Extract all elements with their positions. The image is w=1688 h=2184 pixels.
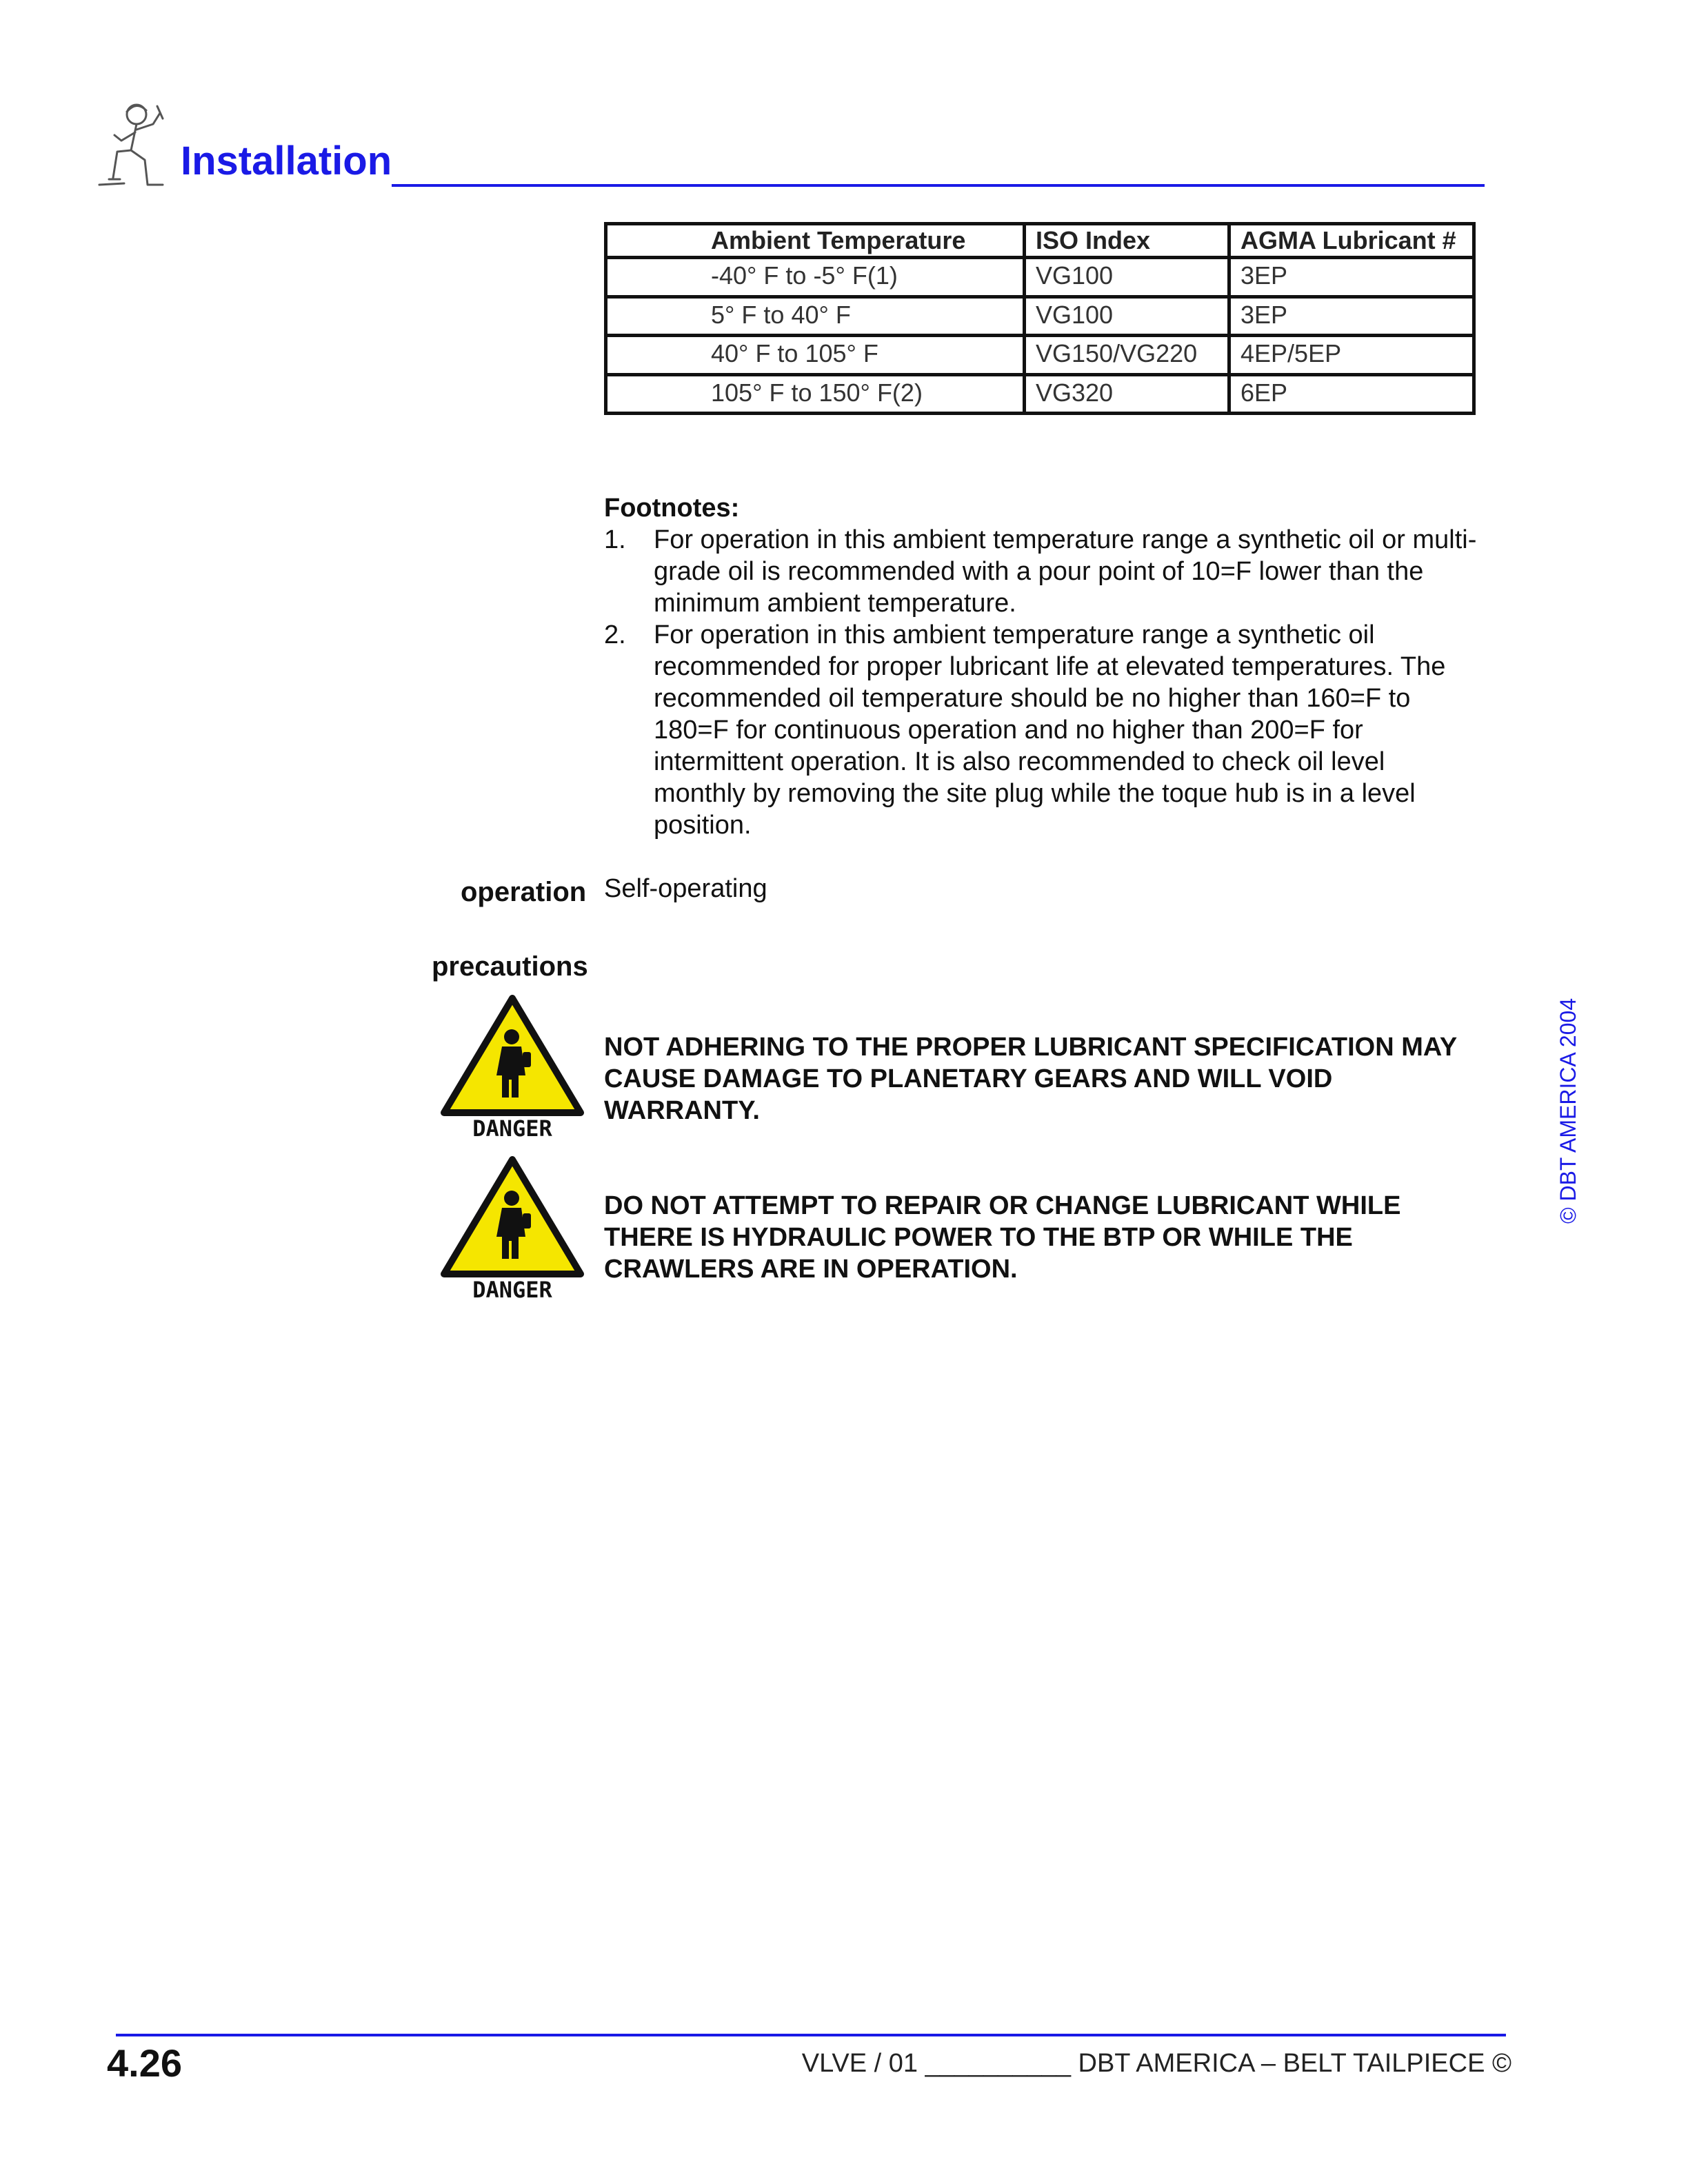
table-cell: VG150/VG220	[1026, 337, 1227, 373]
footnote-number: 2.	[604, 620, 626, 649]
footnotes-title: Footnotes:	[604, 494, 740, 523]
table-cell: VG100	[1026, 259, 1227, 295]
header-rule	[392, 184, 1485, 187]
footnote-text: For operation in this ambient temperature range a synthetic oil recommended for proper lubricant life at elevated temperatures. The recommended oil temperature should be no higher than 160=F to 180=F for continuous operation and no higher than 200=F for intermittent operation. It is also recommended to check oil level monthly by removing the site plug while the toque hub is in a level position.	[654, 620, 1446, 840]
lubricant-table	[604, 222, 1476, 415]
danger-warning-text: DO NOT ATTEMPT TO REPAIR OR CHANGE LUBRICANT WHILE THERE IS HYDRAULIC POWER TO THE BTP OR WHILE THE CRAWLERS ARE IN OPERATION.	[604, 1191, 1401, 1284]
table-header-cell: ISO Index	[1026, 225, 1227, 256]
footnote-item	[604, 524, 1480, 619]
section-title: Installation	[181, 139, 392, 183]
table-header-cell: Ambient Temperature	[607, 225, 1023, 256]
operation-label: operation	[461, 877, 587, 907]
table-cell: -40° F to -5° F(1)	[607, 259, 1023, 295]
danger-caption: DANGER	[472, 1115, 552, 1142]
danger-warning-icon	[440, 1155, 585, 1307]
table-header-cell: AGMA Lubricant #	[1231, 225, 1472, 256]
table-cell: 3EP	[1231, 299, 1472, 334]
table-cell: 4EP/5EP	[1231, 337, 1472, 373]
operation-value: Self-operating	[604, 874, 767, 903]
footnote-number: 1.	[604, 525, 626, 554]
table-cell: VG100	[1026, 299, 1227, 334]
table-cell: 6EP	[1231, 376, 1472, 412]
side-copyright: © DBT AMERICA 2004	[1556, 998, 1580, 1224]
page-number: 4.26	[107, 2041, 182, 2085]
footnote-text: For operation in this ambient temperature range a synthetic oil or multi-grade oil is recommended with a pour point of 10=F lower than the minimum ambient temperature.	[654, 525, 1477, 618]
footnote-list	[604, 524, 1480, 841]
table-cell: 105° F to 150° F(2)	[607, 376, 1023, 412]
footnote-item	[604, 619, 1480, 841]
table-cell: 40° F to 105° F	[607, 337, 1023, 373]
table-cell: VG320	[1026, 376, 1227, 412]
worker-with-wrench-icon	[97, 97, 179, 200]
footer-text: VLVE / 01 __________ DBT AMERICA – BELT TAILPIECE ©	[801, 2049, 1511, 2078]
table-cell: 3EP	[1231, 259, 1472, 295]
danger-warning-icon	[440, 994, 585, 1146]
table-cell: 5° F to 40° F	[607, 299, 1023, 334]
footer-rule	[116, 2034, 1506, 2036]
danger-warning-text: NOT ADHERING TO THE PROPER LUBRICANT SPECIFICATION MAY CAUSE DAMAGE TO PLANETARY GEARS AND WILL VOID WARRANTY.	[604, 1033, 1457, 1125]
precautions-label: precautions	[432, 951, 588, 982]
danger-caption: DANGER	[472, 1277, 552, 1303]
